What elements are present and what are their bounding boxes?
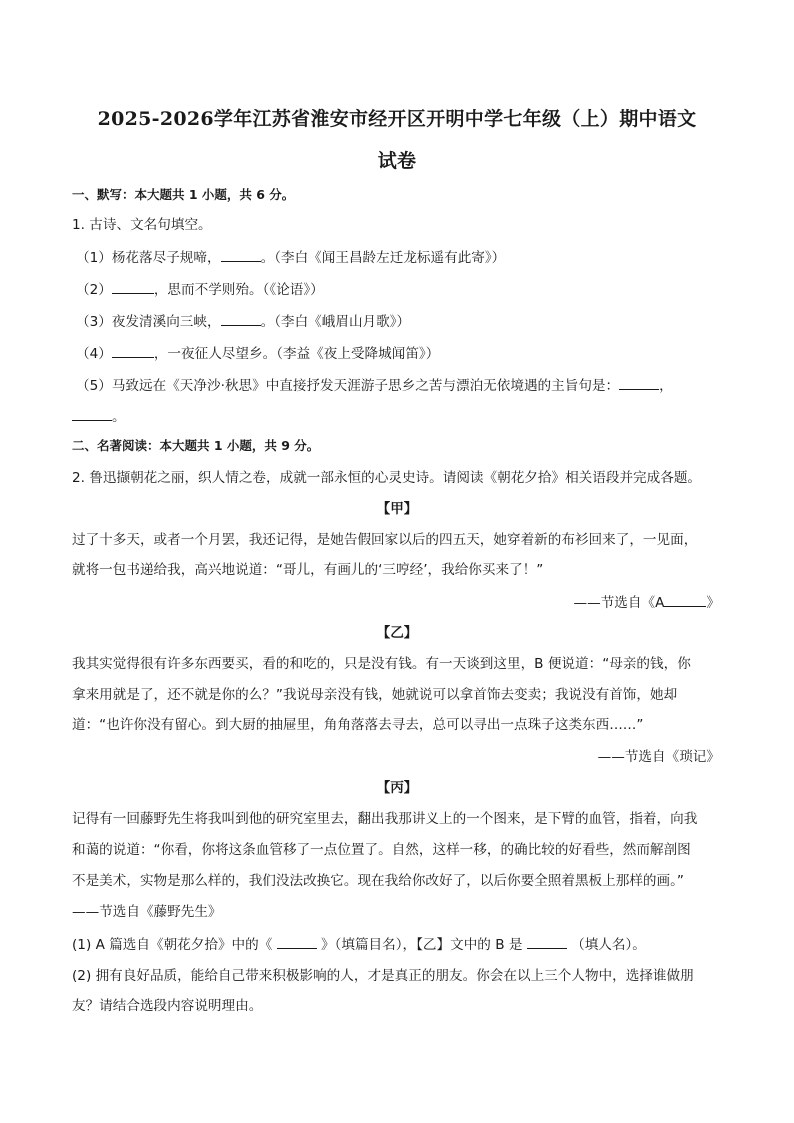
sub1-text: (1) A 篇选自《朝花夕拾》中的《 (72, 937, 277, 953)
q1-item-2 (76, 279, 726, 300)
q1-item-1-text: （1）杨花落尽子规啼， (76, 250, 221, 266)
passage-jia-source (72, 592, 720, 613)
passage-bing-line: 不是美术，实物是那么样的，我们没法改换它。现在我给你改好了，以后你要全照着黑板上那样的画。” (72, 873, 684, 889)
sub1-mid-text: 》（填篇目名），【乙】文中的 B 是 (316, 937, 527, 953)
passage-yi-label: 【乙】 (376, 625, 418, 641)
q1-item-2-text: ，思而不学则殆。（《论语》） (153, 282, 324, 298)
section2-heading: 二、名著阅读：本大题共 1 小题，共 9 分。 (72, 438, 320, 453)
passage-bing-line: 和蔼的说道：“你看，你将这条血管移了一点位置了。自然，这样一移，的确比较的好看些，然而解剖图 (72, 842, 691, 858)
q1-item-5-end: 。 (112, 409, 126, 425)
answer-blank[interactable] (221, 311, 261, 326)
passage-yi-line: 拿来用就是了，还不就是你的么？”我说母亲没有钱，她就说可以拿首饰去变卖；我说没有首饰，她却 (72, 687, 678, 703)
sub1-end-text: （填人名）。 (566, 937, 646, 953)
answer-blank[interactable] (277, 934, 317, 949)
q1-item-4 (76, 343, 726, 364)
q1-item-5-comma: ， (659, 378, 673, 394)
passage-yi-line: 我其实觉得很有许多东西要买，看的和吃的，只是没有钱。有一天谈到这里，B 便说道：“母亲的钱，你 (72, 656, 691, 672)
answer-blank[interactable] (112, 279, 154, 294)
q1-item-3 (76, 311, 726, 332)
question2-stem: 2. 鲁迅撷朝花之丽，织人情之卷，成就一部永恒的心灵史诗。请阅读《朝花夕拾》相关语段并完成各题。 (72, 470, 702, 486)
q1-item-1 (76, 247, 726, 268)
passage-yi-line: 道：“也许你没有留心。到大厨的抽屉里，角角落落去寻去，总可以寻出一点珠子这类东西……” (72, 717, 644, 733)
q1-item-3-source: 。（李白《峨眉山月歌》） (260, 314, 411, 330)
jia-source-text: ——节选自《A (573, 595, 665, 611)
q2-subquestion-2-line: (2) 拥有良好品质，能给自己带来积极影响的人，才是真正的朋友。你会在以上三个人物中，选择谁做朋 (72, 968, 694, 984)
passage-bing-line: 记得有一回藤野先生将我叫到他的研究室里去，翻出我那讲义上的一个图来，是下臂的血管，指着，向我 (72, 811, 698, 827)
passage-jia-line: 就将一包书递给我，高兴地说道：“哥儿，有画儿的‘三哼经’，我给你买来了！” (72, 562, 544, 578)
jia-source-close: 》 (706, 595, 720, 611)
passage-bing-label: 【丙】 (376, 780, 418, 796)
q1-item-2-label: （2） (76, 282, 112, 298)
q1-item-3-text: （3）夜发清溪向三峡， (76, 314, 221, 330)
q1-item-5-text: （5）马致远在《天净沙·秋思》中直接抒发天涯游子思乡之苦与漂泊无依境遇的主旨句是： (76, 378, 620, 394)
q2-subquestion-2-line: 友？请结合选段内容说明理由。 (72, 998, 263, 1014)
exam-title-line2: 试卷 (377, 150, 417, 172)
answer-blank[interactable] (664, 592, 706, 607)
q1-item-5 (76, 375, 726, 396)
question1-stem: 1. 古诗、文名句填空。 (72, 217, 212, 233)
answer-blank[interactable] (112, 343, 154, 358)
answer-blank[interactable] (221, 247, 261, 262)
passage-jia-label: 【甲】 (376, 501, 418, 517)
section1-heading: 一、默写：本大题共 1 小题，共 6 分。 (72, 187, 295, 202)
passage-yi-source: ——节选自《琐记》 (597, 749, 720, 765)
exam-title-line1: 2025-2026学年江苏省淮安市经开区开明中学七年级（上）期中语文 (97, 108, 697, 130)
passage-jia-line: 过了十多天，或者一个月罢，我还记得，是她告假回家以后的四五天，她穿着新的布衫回来了，一见面， (72, 532, 698, 548)
q2-subquestion-1 (72, 934, 722, 955)
q1-item-4-label: （4） (76, 346, 112, 362)
q1-item-4-text: ，一夜征人尽望乡。（李益《夜上受降城闻笛》） (153, 346, 440, 362)
q1-item-1-source: 。（李白《闻王昌龄左迁龙标遥有此寄》） (260, 250, 506, 266)
passage-bing-source: ——节选自《藤野先生》 (72, 904, 222, 920)
answer-blank[interactable] (619, 375, 659, 390)
q1-item-5-continued (72, 406, 722, 427)
answer-blank[interactable] (72, 406, 112, 421)
answer-blank[interactable] (527, 934, 567, 949)
